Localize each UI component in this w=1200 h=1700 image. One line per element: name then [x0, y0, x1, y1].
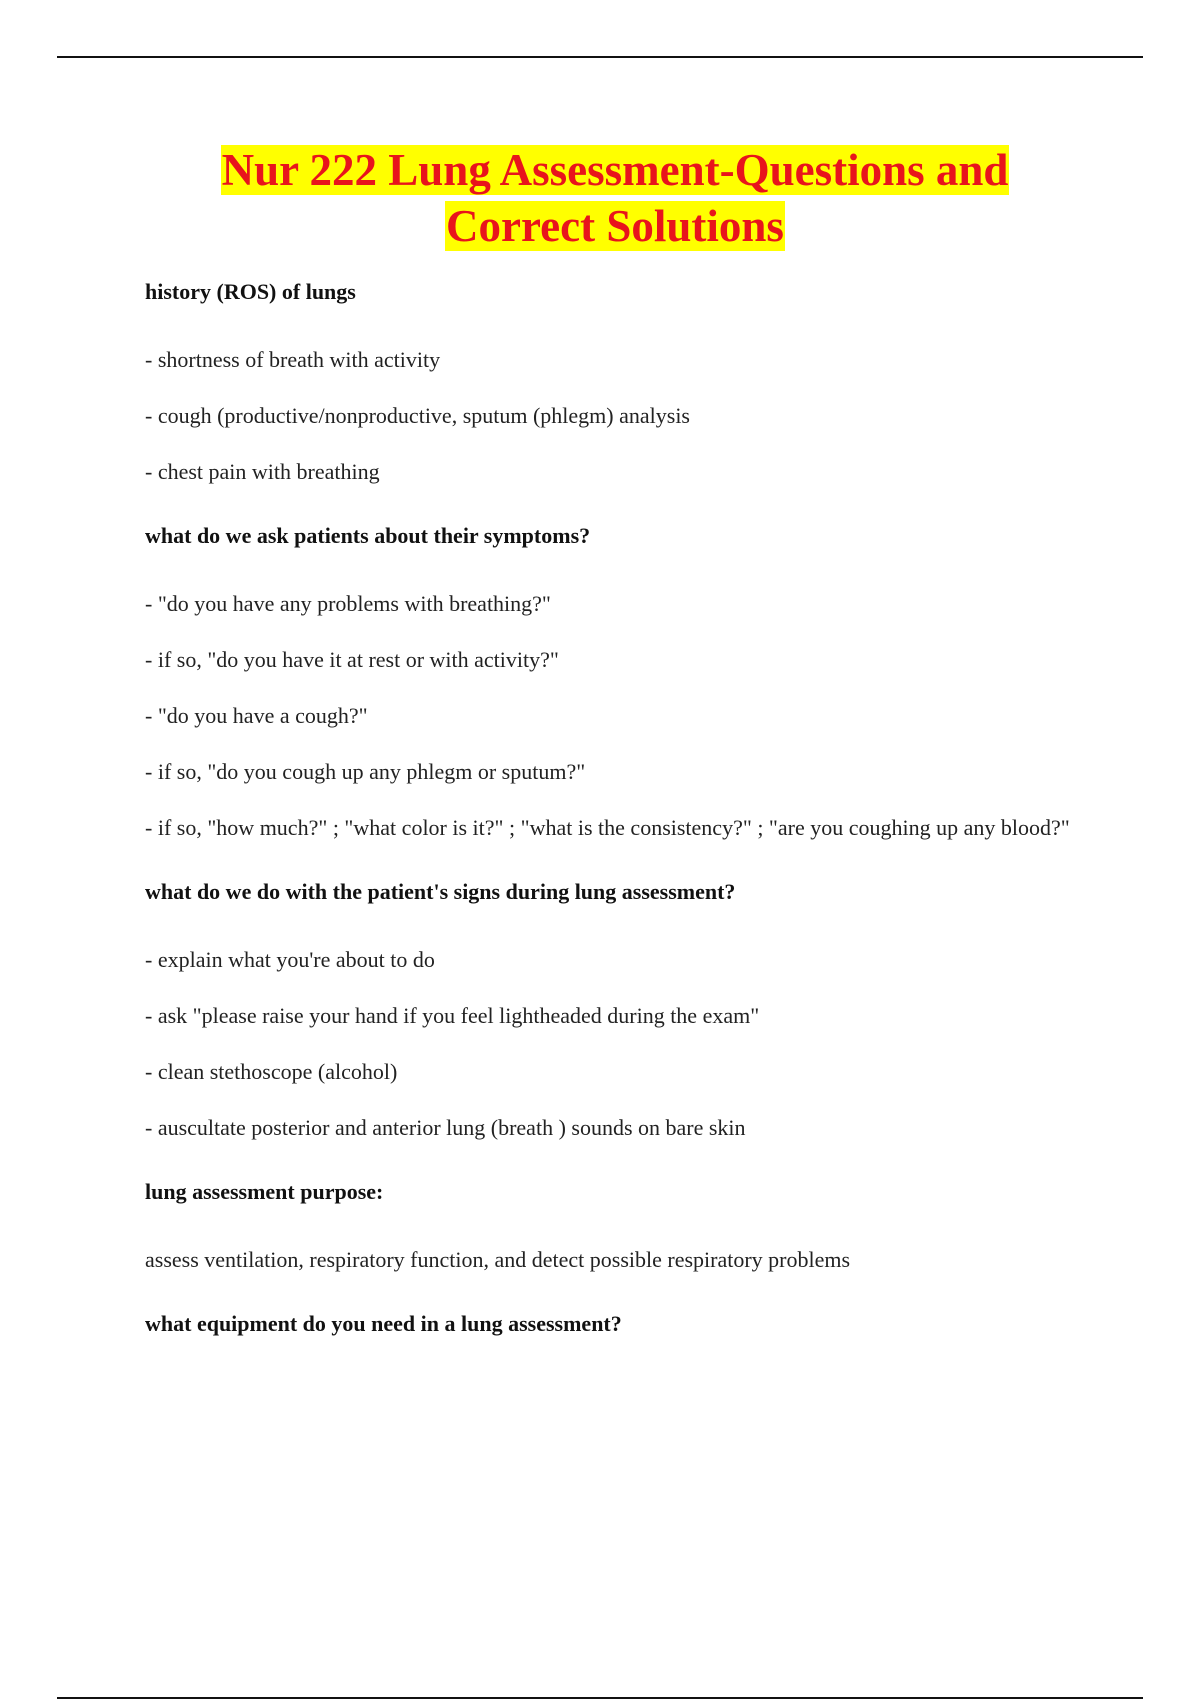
answer-line: assess ventilation, respiratory function, and detect possible respiratory problems [145, 1247, 851, 1272]
answer-list [145, 1232, 1085, 1288]
answer-line: - explain what you're about to do [145, 947, 435, 972]
answer-line: - cough (productive/nonproductive, sputum (phlegm) analysis [145, 403, 690, 428]
answer-line: - if so, "how much?" ; "what color is it?" ; "what is the consistency?" ; "are you coughing up any blood?" [145, 815, 1070, 840]
answer-line: - "do you have a cough?" [145, 703, 368, 728]
qa-section [145, 876, 1085, 1156]
answer-line: - "do you have any problems with breathing?" [145, 591, 551, 616]
question-heading: what equipment do you need in a lung assessment? [145, 1311, 622, 1336]
answer-line: - clean stethoscope (alcohol) [145, 1059, 398, 1084]
document-title-text: Nur 222 Lung Assessment-Questions and Correct Solutions [221, 145, 1009, 251]
bottom-rule [57, 1697, 1143, 1699]
question-heading: what do we ask patients about their symptoms? [145, 523, 591, 548]
qa-section [145, 276, 1085, 500]
answer-line: - if so, "do you cough up any phlegm or sputum?" [145, 759, 586, 784]
document-body [145, 142, 1085, 1340]
answer-list [145, 932, 1085, 1156]
answer-line: - ask "please raise your hand if you feel lightheaded during the exam" [145, 1003, 760, 1028]
qa-section [145, 1176, 1085, 1288]
document-title [145, 142, 1085, 254]
answer-line: - chest pain with breathing [145, 459, 380, 484]
qa-section [145, 520, 1085, 856]
question-heading: what do we do with the patient's signs during lung assessment? [145, 879, 736, 904]
question-heading: history (ROS) of lungs [145, 279, 356, 304]
top-rule [57, 56, 1143, 58]
question-heading: lung assessment purpose: [145, 1179, 384, 1204]
qa-sections [145, 276, 1085, 1340]
qa-section [145, 1308, 1085, 1340]
answer-list [145, 576, 1085, 856]
answer-line: - if so, "do you have it at rest or with activity?" [145, 647, 559, 672]
answer-line: - auscultate posterior and anterior lung (breath ) sounds on bare skin [145, 1115, 746, 1140]
answer-list [145, 332, 1085, 500]
answer-line: - shortness of breath with activity [145, 347, 441, 372]
